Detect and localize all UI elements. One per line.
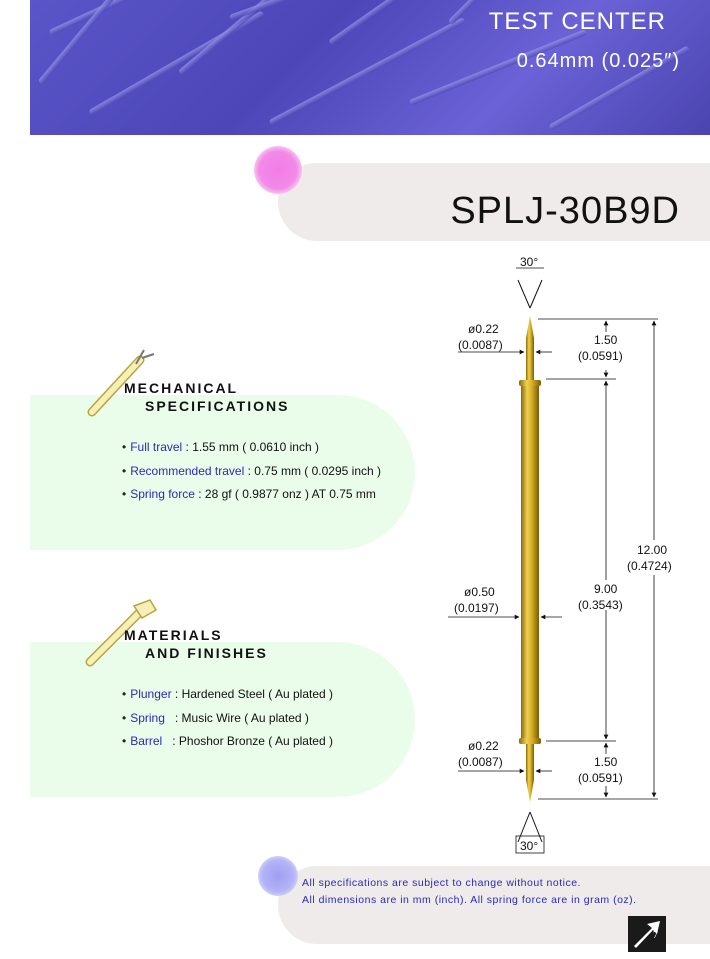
materials-spec-list: [122, 683, 333, 754]
svg-text:1.50: 1.50: [594, 333, 618, 347]
list-item: • Spring : Music Wire ( Au plated ): [122, 710, 309, 725]
header-subtitle: 0.64mm (0.025″): [516, 50, 680, 72]
banner-pin-graphic: [269, 17, 466, 126]
svg-text:(0.0197): (0.0197): [454, 601, 499, 615]
footer-note-line1: All specifications are subject to change without notice.: [302, 877, 581, 889]
svg-text:(0.0087): (0.0087): [458, 755, 503, 769]
probe-dimension-drawing: [430, 250, 710, 855]
banner-pin-graphic: [49, 0, 215, 36]
mechanical-title: MECHANICAL: [124, 380, 239, 396]
bottom-tip-length: [578, 743, 623, 797]
list-item: • Full travel : 1.55 mm ( 0.0610 inch ): [122, 440, 319, 454]
arrow-icon: [628, 916, 666, 952]
svg-text:ø0.22: ø0.22: [468, 739, 499, 753]
header-title: TEST CENTER: [488, 8, 666, 35]
materials-title-line2: AND FINISHES: [145, 645, 268, 661]
barrel-diameter: [448, 585, 562, 617]
overall-length: [627, 321, 672, 797]
svg-text:12.00: 12.00: [637, 543, 668, 557]
list-item: • Plunger : Hardened Steel ( Au plated ): [122, 687, 334, 701]
blue-dot-icon: [258, 856, 298, 896]
bottom-angle-label: 30°: [520, 839, 539, 853]
list-item: • Recommended travel : 0.75 mm ( 0.0295 inch ): [122, 463, 381, 478]
header-banner: [30, 0, 710, 135]
svg-text:ø0.22: ø0.22: [468, 322, 499, 336]
svg-text:ø0.50: ø0.50: [464, 585, 495, 599]
probe-pin: [519, 316, 541, 802]
top-tip-angle: [516, 255, 544, 308]
pink-dot-icon: [254, 146, 302, 194]
footer-note-line2: All dimensions are in mm (inch). All spring force are in gram (oz).: [302, 894, 637, 906]
part-number: SPLJ-30B9D: [450, 190, 680, 232]
page-number: 7: [653, 930, 658, 941]
svg-text:1.50: 1.50: [594, 755, 618, 769]
barrel-length: [578, 381, 623, 739]
list-item: • Spring force : 28 gf ( 0.9877 onz ) AT 0.75 mm: [122, 487, 376, 501]
mechanical-title-line2: SPECIFICATIONS: [145, 398, 290, 414]
svg-text:(0.3543): (0.3543): [578, 598, 623, 612]
top-tip-diameter: [458, 322, 552, 352]
top-angle-label: 30°: [520, 255, 539, 269]
svg-text:(0.0591): (0.0591): [578, 349, 623, 363]
svg-text:(0.0591): (0.0591): [578, 771, 623, 785]
svg-text:(0.0087): (0.0087): [458, 338, 503, 352]
svg-text:9.00: 9.00: [594, 582, 618, 596]
materials-title: MATERIALS: [124, 627, 223, 643]
list-item: • Barrel : Phoshor Bronze ( Au plated ): [122, 734, 333, 748]
bottom-tip-angle: [516, 812, 544, 853]
mechanical-spec-list: [122, 436, 381, 507]
page-number-badge: [628, 916, 666, 952]
svg-text:(0.4724): (0.4724): [627, 559, 672, 573]
top-tip-length: [578, 321, 623, 377]
